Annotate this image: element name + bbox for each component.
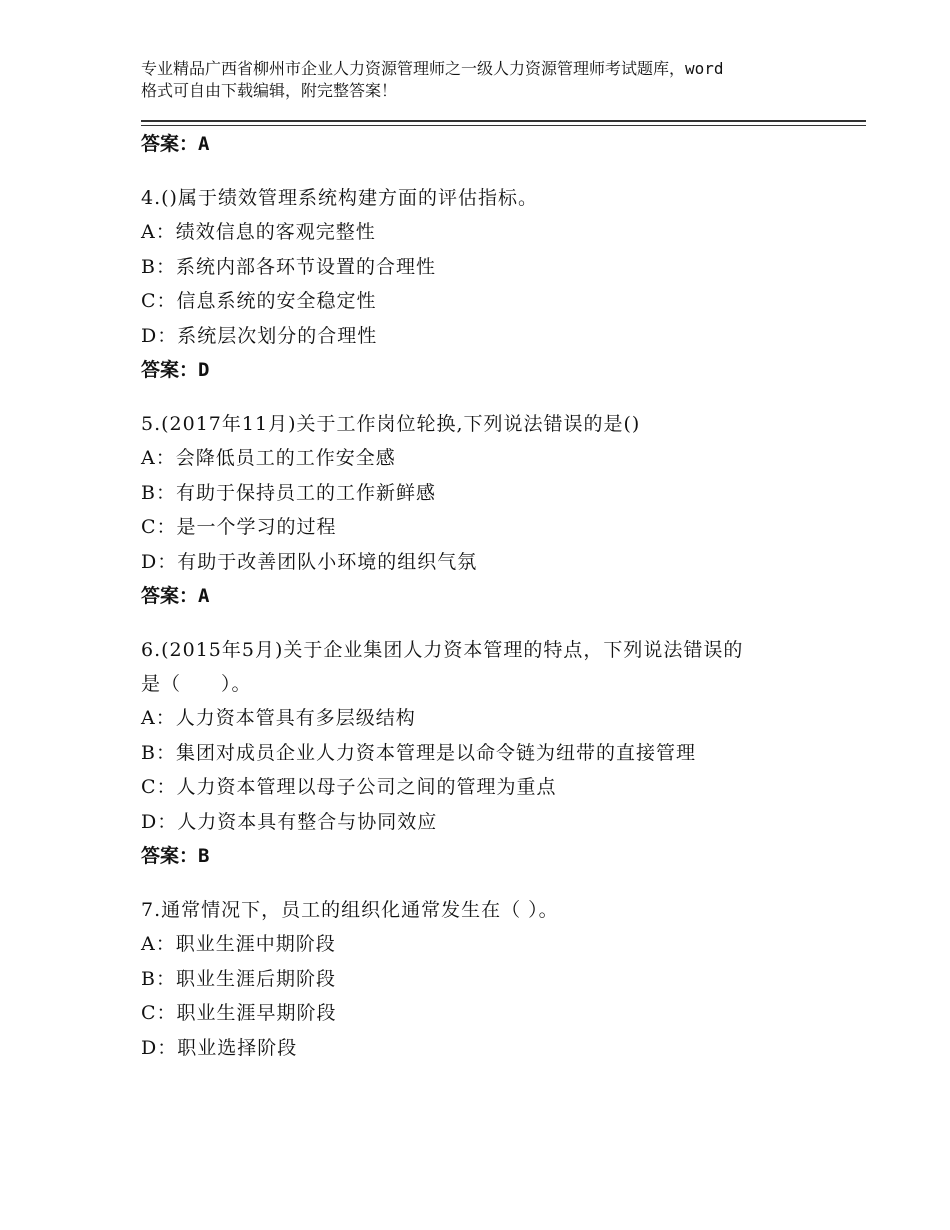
option-b: B：职业生涯后期阶段 <box>141 967 336 990</box>
option-b: B：集团对成员企业人力资本管理是以命令链为纽带的直接管理 <box>141 741 696 764</box>
option-b: B：有助于保持员工的工作新鲜感 <box>141 481 436 504</box>
header-title-line-1: 专业精品广西省柳州市企业人力资源管理师之一级人力资源管理师考试题库，word <box>141 59 724 78</box>
header-divider-thin <box>141 125 866 126</box>
option-d: D：系统层次划分的合理性 <box>141 324 378 347</box>
option-b: B：系统内部各环节设置的合理性 <box>141 255 436 278</box>
document-header <box>141 58 831 102</box>
option-c: C：信息系统的安全稳定性 <box>141 290 377 312</box>
answer-line: 答案：A <box>141 133 210 155</box>
option-d: D：人力资本具有整合与协同效应 <box>141 810 438 833</box>
option-a: A：职业生涯中期阶段 <box>141 933 336 955</box>
option-d: D：职业选择阶段 <box>141 1036 298 1059</box>
header-title-line-2: 格式可自由下载编辑，附完整答案！ <box>141 81 398 100</box>
option-d: D：有助于改善团队小环境的组织气氛 <box>141 550 478 573</box>
answer-line: 答案：B <box>141 845 210 867</box>
question-stem: 7.通常情况下，员工的组织化通常发生在（ ）。 <box>141 899 559 921</box>
answer-line: 答案：D <box>141 359 210 381</box>
question-item <box>141 407 841 613</box>
answer-line: 答案：A <box>141 585 210 607</box>
option-a: A：人力资本管具有多层级结构 <box>141 707 416 729</box>
option-a: A：会降低员工的工作安全感 <box>141 447 396 469</box>
option-c: C：是一个学习的过程 <box>141 516 337 538</box>
question-stem: 5.(2017年11月)关于工作岗位轮换,下列说法错误的是() <box>141 413 641 435</box>
question-item <box>141 181 841 387</box>
question-stem-continued: 是（ ）。 <box>141 673 252 695</box>
option-c: C：职业生涯早期阶段 <box>141 1002 337 1024</box>
option-a: A：绩效信息的客观完整性 <box>141 221 376 243</box>
option-c: C：人力资本管理以母子公司之间的管理为重点 <box>141 776 557 798</box>
question-item <box>141 893 841 1065</box>
header-divider <box>141 120 866 122</box>
question-item <box>141 633 841 873</box>
question-list <box>141 127 841 1065</box>
question-stem: 4.()属于绩效管理系统构建方面的评估指标。 <box>141 187 538 209</box>
question-stem: 6.(2015年5月)关于企业集团人力资本管理的特点，下列说法错误的 <box>141 639 744 661</box>
